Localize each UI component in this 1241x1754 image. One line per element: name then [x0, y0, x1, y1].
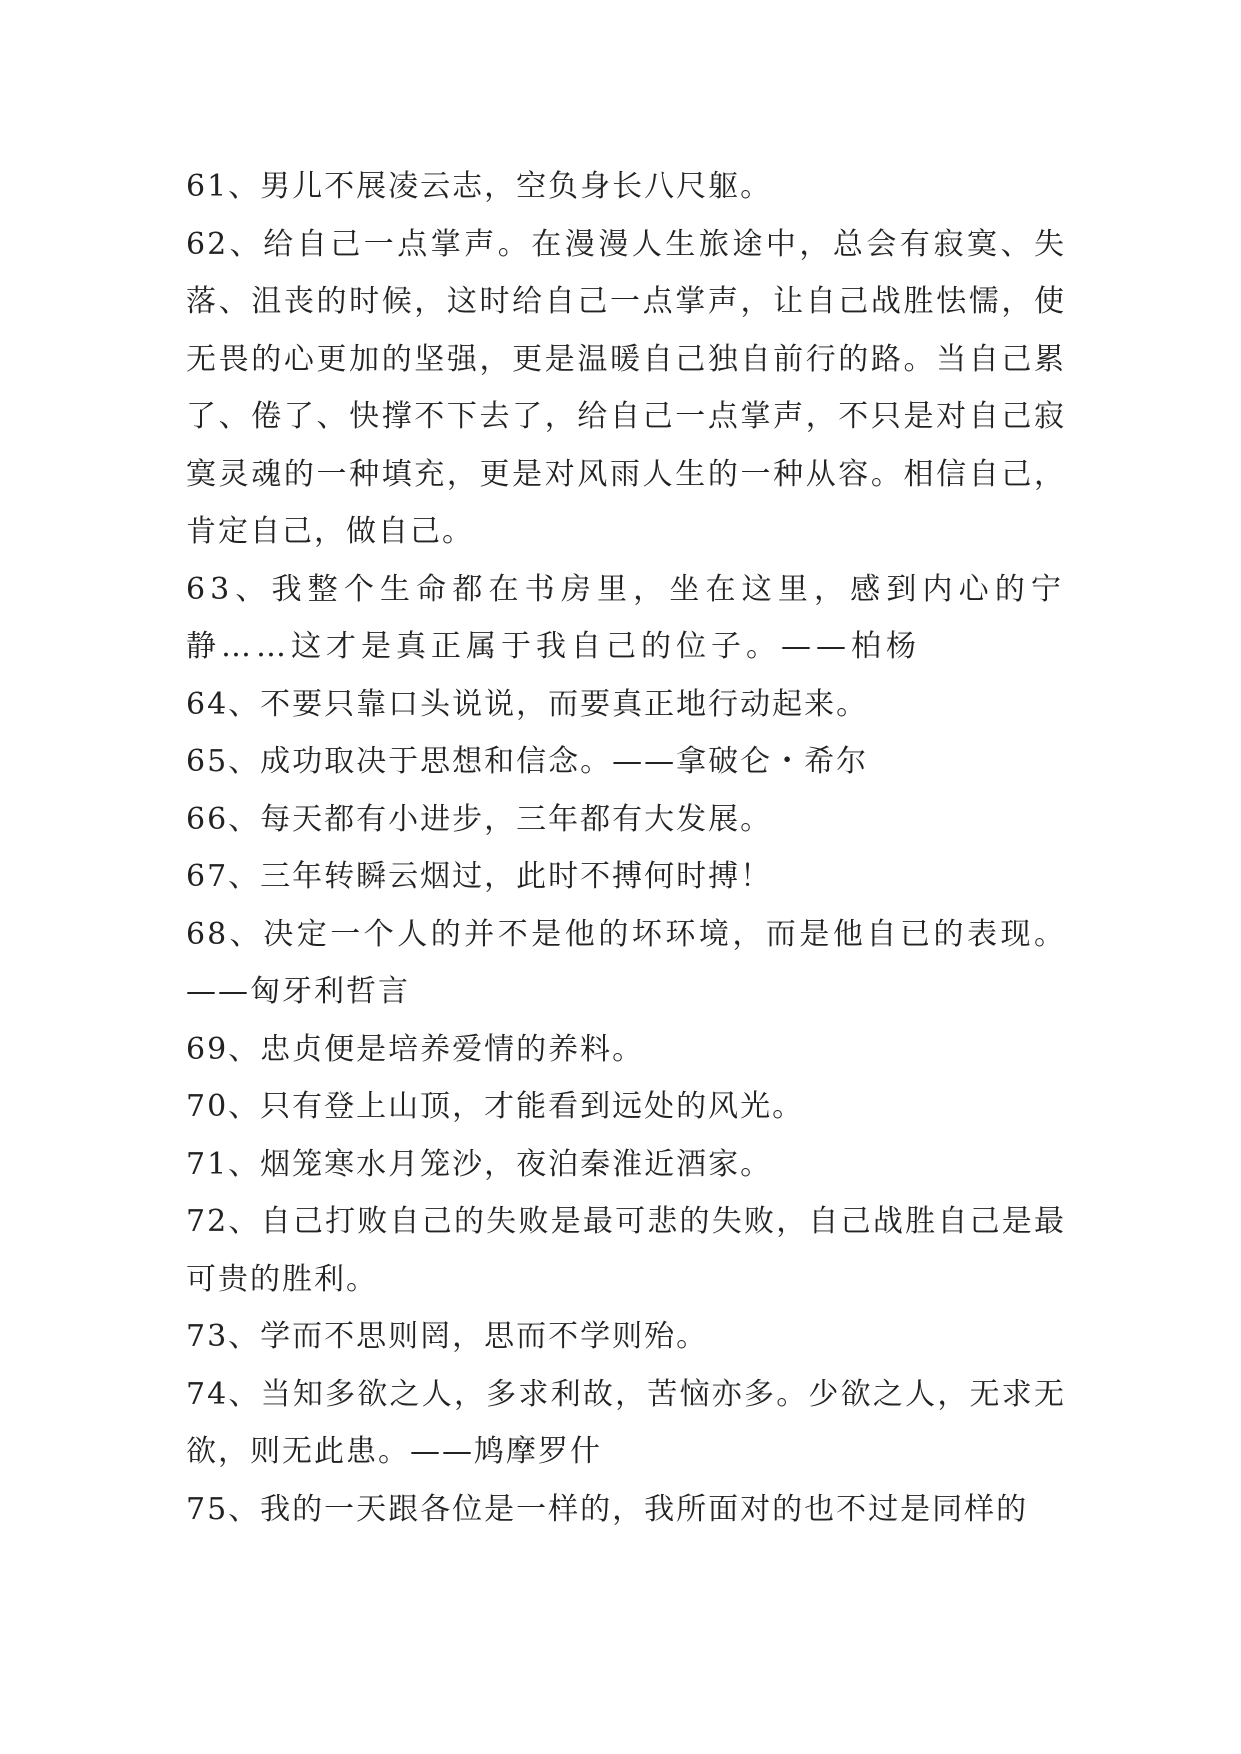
quote-paragraph-69: 69、忠贞便是培养爱情的养料。 [186, 1031, 645, 1067]
quote-paragraph-62: 62、给自己一点掌声。在漫漫人生旅途中，总会有寂寞、失落、沮丧的时候，这时给自己一点掌声，让自己战胜怯懦，使无畏的心更加的坚强，更是温暖自己独自前行的路。当自己累了、倦了、快撑不下去了，给自己一点掌声，不只是对自己寂寞灵魂的一种填充，更是对风雨人生的一种从容。相信自己，肯定自己，做自己。 [186, 226, 1066, 549]
quote-paragraph-65: 65、成功取决于思想和信念。——拿破仑・希尔 [186, 744, 869, 779]
quote-paragraph-66: 66、每天都有小进步，三年都有大发展。 [186, 801, 773, 837]
quote-paragraph-73: 73、学而不思则罔，思而不学则殆。 [186, 1319, 709, 1354]
document-body [186, 158, 1066, 1538]
quote-paragraph-70: 70、只有登上山顶，才能看到远处的风光。 [186, 1089, 805, 1124]
quote-paragraph-74: 74、当知多欲之人，多求利故，苦恼亦多。少欲之人，无求无欲，则无此患。——鸠摩罗什 [186, 1376, 1066, 1469]
quote-paragraph-75: 75、我的一天跟各位是一样的，我所面对的也不过是同样的 [186, 1491, 1029, 1527]
quote-paragraph-67: 67、三年转瞬云烟过，此时不搏何时搏！ [186, 859, 773, 894]
quote-paragraph-72: 72、自己打败自己的失败是最可悲的失败，自己战胜自己是最可贵的胜利。 [186, 1204, 1066, 1297]
quote-paragraph-61: 61、男儿不展凌云志，空负身长八尺躯。 [186, 169, 773, 204]
quote-paragraph-63: 63、我整个生命都在书房里，坐在这里，感到内心的宁静……这才是真正属于我自己的位子。——柏杨 [186, 571, 1066, 664]
quote-paragraph-64: 64、不要只靠口头说说，而要真正地行动起来。 [186, 686, 869, 722]
quote-paragraph-68: 68、决定一个人的并不是他的坏环境，而是他自已的表现。——匈牙利哲言 [186, 916, 1066, 1009]
quote-paragraph-71: 71、烟笼寒水月笼沙，夜泊秦淮近酒家。 [186, 1146, 773, 1182]
